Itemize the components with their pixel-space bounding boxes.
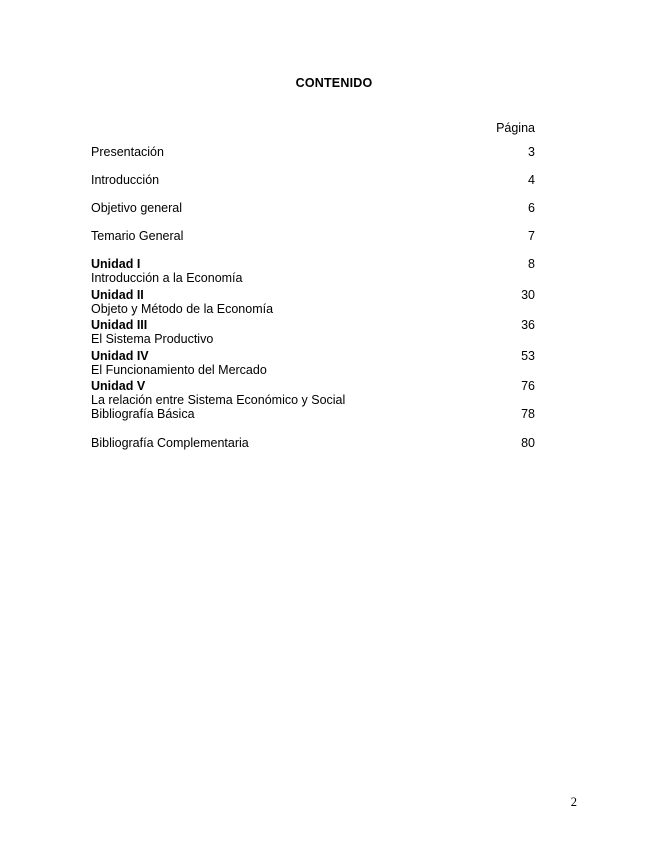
toc-unit-2[interactable] bbox=[91, 288, 535, 316]
toc-unit-5[interactable] bbox=[91, 379, 535, 407]
toc-unit-title: Unidad III bbox=[91, 318, 148, 332]
page-title: CONTENIDO bbox=[295, 76, 373, 90]
toc-unit-page: 53 bbox=[521, 348, 535, 363]
toc-entry-label: Temario General bbox=[91, 229, 184, 243]
toc-unit-subtitle: La relación entre Sistema Económico y Social bbox=[91, 393, 346, 407]
toc-entry-label: Objetivo general bbox=[91, 201, 183, 215]
toc-entry-page: 4 bbox=[528, 173, 535, 187]
footer-page-number: 2 bbox=[570, 795, 577, 809]
toc-unit-3[interactable] bbox=[91, 318, 535, 346]
page-column-header: Página bbox=[496, 121, 535, 135]
toc-entry-presentation[interactable] bbox=[91, 145, 535, 159]
toc-entry-label: Bibliografía Complementaria bbox=[91, 435, 249, 450]
toc-unit-subtitle: Introducción a la Economía bbox=[91, 271, 243, 285]
toc-unit-page: 30 bbox=[521, 287, 535, 302]
toc-entry-general-syllabus[interactable] bbox=[91, 229, 535, 243]
table-of-contents bbox=[91, 145, 535, 450]
toc-entry-label: Introducción bbox=[91, 173, 160, 187]
toc-unit-subtitle: El Sistema Productivo bbox=[91, 332, 214, 346]
toc-entry-general-objective[interactable] bbox=[91, 201, 535, 215]
toc-entry-basic-bibliography[interactable] bbox=[91, 407, 535, 421]
toc-entry-page: 7 bbox=[528, 229, 535, 243]
toc-unit-4[interactable] bbox=[91, 349, 535, 377]
toc-entry-complementary-bibliography[interactable] bbox=[91, 436, 535, 450]
toc-unit-title: Unidad I bbox=[91, 257, 141, 271]
toc-entry-page: 78 bbox=[521, 407, 535, 421]
toc-unit-title: Unidad IV bbox=[91, 348, 149, 363]
toc-unit-1[interactable] bbox=[91, 257, 535, 285]
toc-entry-introduction[interactable] bbox=[91, 173, 535, 187]
toc-entry-page: 3 bbox=[528, 145, 535, 159]
toc-unit-page: 8 bbox=[528, 257, 535, 271]
toc-unit-page: 76 bbox=[521, 379, 535, 393]
toc-unit-subtitle: El Funcionamiento del Mercado bbox=[91, 362, 267, 377]
toc-unit-subtitle: Objeto y Método de la Economía bbox=[91, 301, 274, 316]
toc-unit-page: 36 bbox=[521, 318, 535, 332]
toc-unit-title: Unidad V bbox=[91, 379, 146, 393]
toc-entry-label: Presentación bbox=[91, 145, 164, 159]
toc-entry-page: 80 bbox=[521, 435, 535, 450]
toc-entry-label: Bibliografía Básica bbox=[91, 407, 195, 421]
toc-entry-page: 6 bbox=[528, 201, 535, 215]
toc-unit-title: Unidad II bbox=[91, 287, 144, 302]
